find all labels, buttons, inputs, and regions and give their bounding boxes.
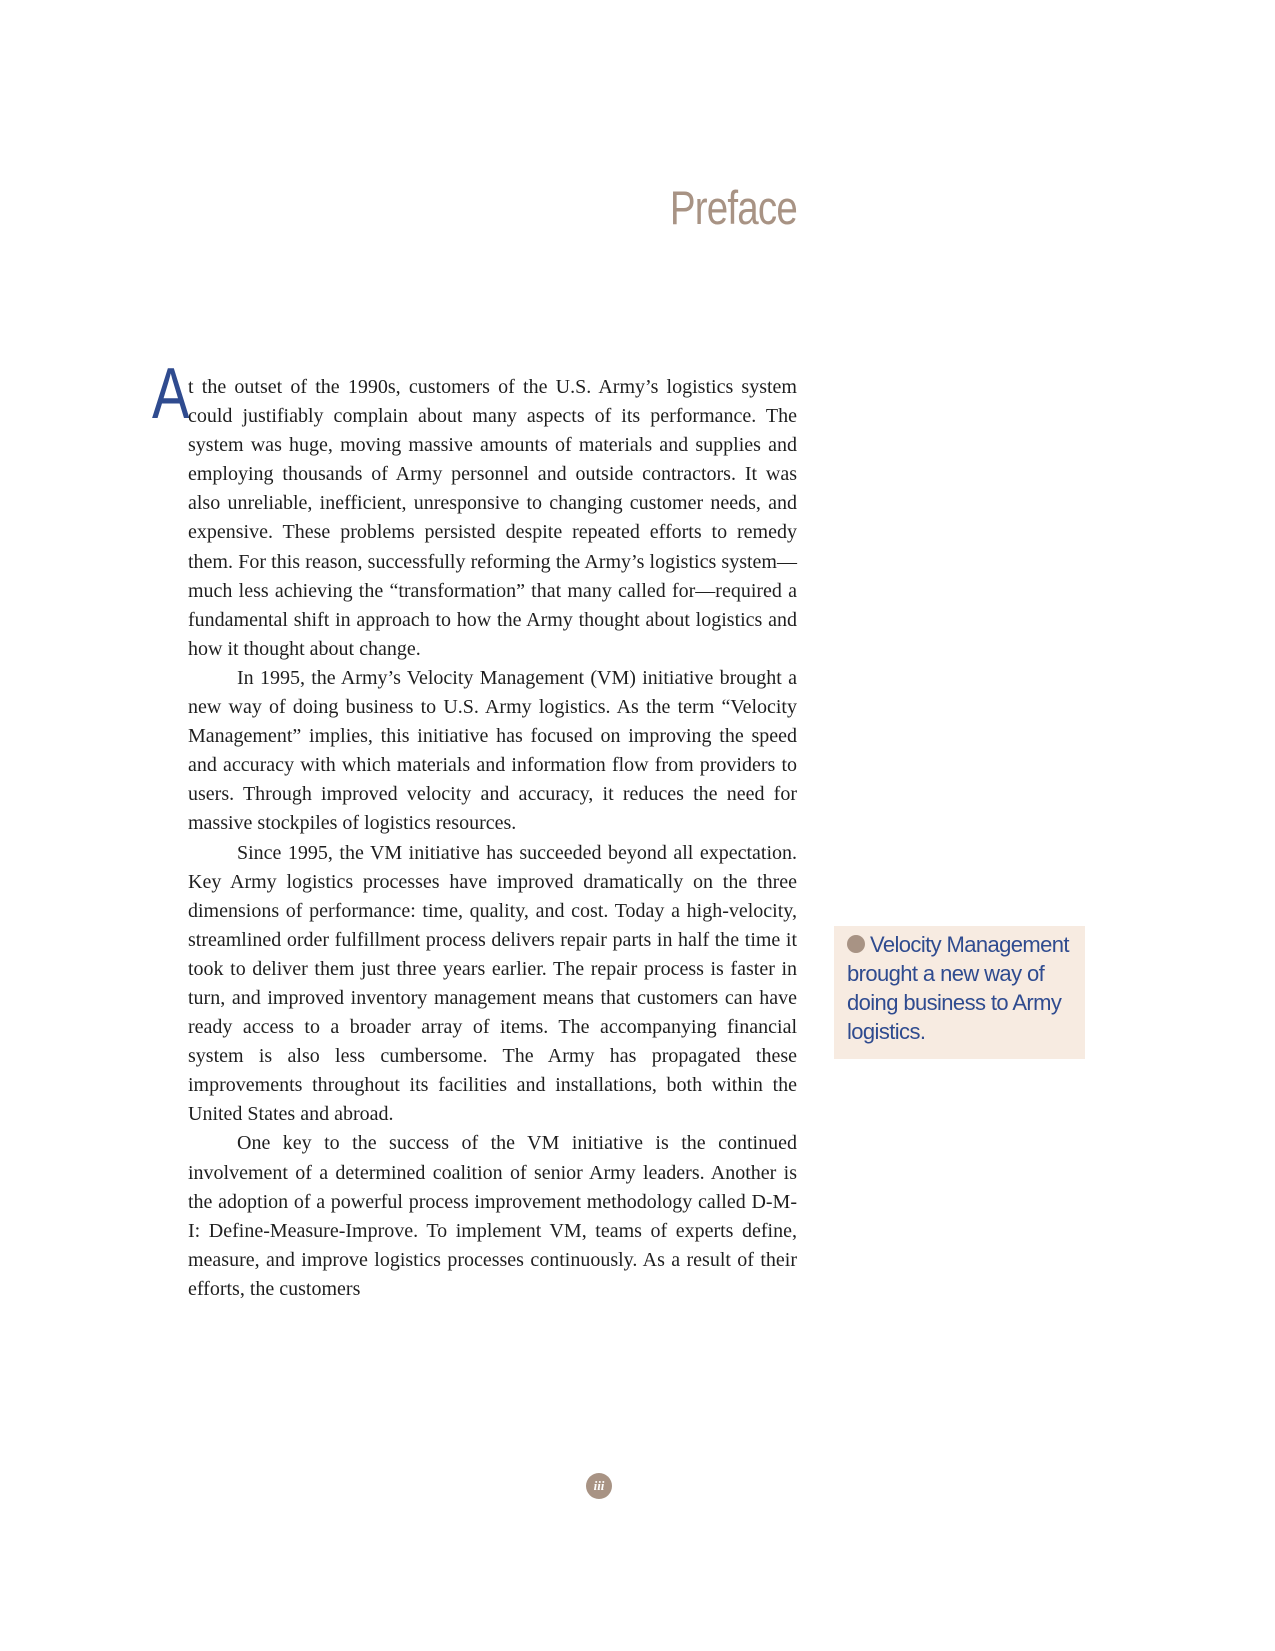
paragraph-1: t the outset of the 1990s, customers of the U.S. Army’s logistics system could justifiably complain about many aspects of its performance. The system was huge, moving massive amounts of materials and supplies and employing thousands of Army personnel and outside contractors. It was also unreliable, inefficient, unresponsive to changing customer needs, and expensive. These problems persisted despite repeated efforts to remedy them. For this reason, successfully reforming the Army’s logistics system—much less achieving the “transformation” that many called for—required a fundamental shift in approach to how the Army thought about logistics and how it thought about change.	[188, 376, 797, 660]
pull-quote-callout	[834, 926, 1085, 1059]
page-number: iii	[586, 1473, 612, 1499]
body-text	[188, 373, 797, 1304]
page-title: Preface	[669, 181, 797, 234]
paragraph-2: In 1995, the Army’s Velocity Management (VM) initiative brought a new way of doing business to U.S. Army logistics. As the term “Velocity Management” implies, this initiative has focused on improving the speed and accuracy with which materials and information flow from providers to users. Through improved velocity and accuracy, it reduces the need for massive stockpiles of logistics resources.	[188, 666, 797, 835]
paragraph-4: One key to the success of the VM initiative is the continued involvement of a determined coalition of senior Army leaders. Another is the adoption of a powerful process improvement methodology called D-M-I: Define-Measure-Improve. To implement VM, teams of experts define, measure, and improve logistics processes continuously. As a result of their efforts, the customers	[188, 1132, 797, 1300]
paragraph-3: Since 1995, the VM initiative has succeeded beyond all expectation. Key Army logistics processes have improved dramatically on the three dimensions of performance: time, quality, and cost. Today a high-velocity, streamlined order fulfillment process delivers repair parts in half the time it took to deliver them just three years earlier. The repair process is faster in turn, and improved inventory management means that customers can have ready access to a broader array of items. The accompanying financial system is also less cumbersome. The Army has propagated these improvements throughout its facilities and installations, both within the United States and abroad.	[188, 841, 797, 1126]
pull-quote	[847, 930, 1077, 1046]
bullet-icon	[847, 935, 865, 953]
pull-quote-text: Velocity Management brought a new way of doing business to Army logistics.	[847, 932, 1069, 1044]
drop-cap: A	[152, 354, 190, 434]
